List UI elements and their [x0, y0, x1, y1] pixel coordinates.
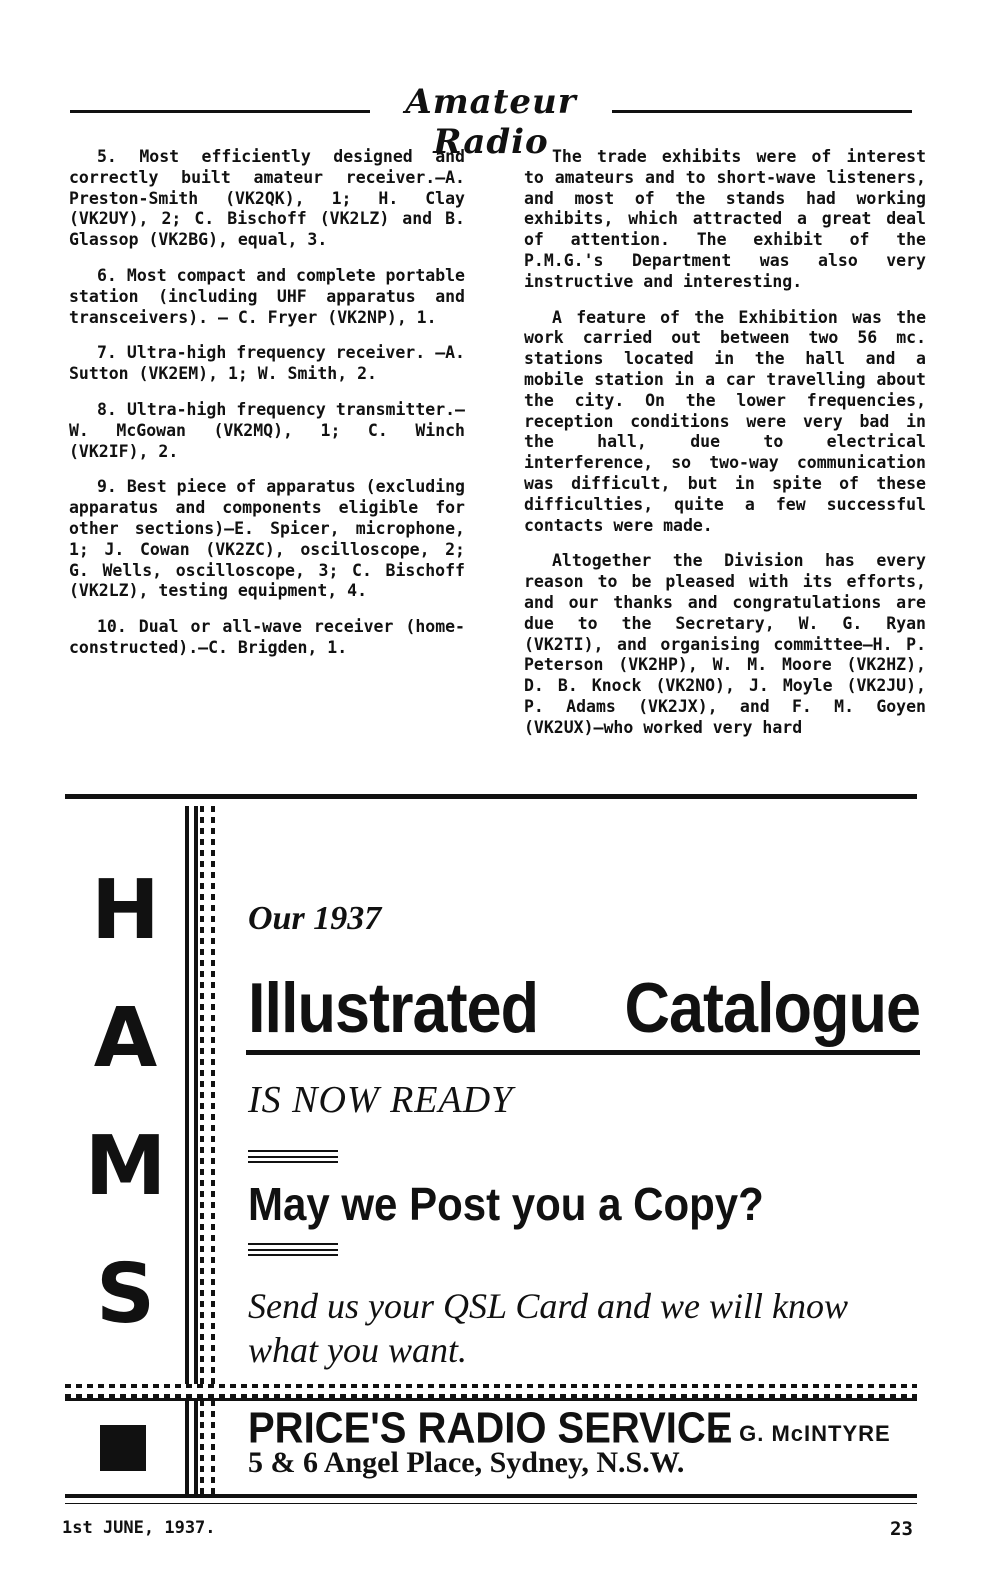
triple-rule	[248, 1150, 338, 1163]
paragraph: 7. Ultra-high frequency receiver. —A. Sutton (VK2EM), 1; W. Smith, 2.	[69, 343, 465, 384]
headline-underline	[246, 1050, 920, 1055]
headline-word: Catalogue	[624, 969, 920, 1048]
square-ornament-icon	[100, 1425, 146, 1471]
ad-send-line: Send us your QSL Card and we will know	[248, 1286, 849, 1326]
masthead-rule-left	[70, 110, 370, 113]
masthead	[70, 80, 912, 162]
side-letter: A	[93, 991, 158, 1086]
paragraph: A feature of the Exhibition was the work carried out between two 56 mc. stations located in the hall and a mobile station in a car travelling about the city. On the lower frequencies, reception conditions were very bad in the hall, due to electrical interference, so two-way communication was difficult, but in spite of these difficulties, quite a few successful contacts were made.	[524, 307, 926, 535]
ad-address: 5 & 6 Angel Place, Sydney, N.S.W.	[248, 1446, 685, 1479]
paragraph: 10. Dual or all-wave receiver (home-constructed).—C. Brigden, 1.	[69, 617, 465, 657]
article-column-left	[69, 147, 465, 674]
paragraph: 9. Best piece of apparatus (excluding apparatus and components eligible for other sections)—E. Spicer, microphone, 1; J. Cowan (VK2ZC), oscilloscope, 2; G. Wells, oscilloscope, 3; C. Bischoff (VK2LZ), testing equipment, 4.	[69, 477, 465, 601]
ad-proprietor: D. G. McINTYRE	[708, 1421, 891, 1446]
ad-bottom-rule-thin	[65, 1503, 917, 1504]
paragraph: The trade exhibits were of interest to amateurs and to short-wave listeners, and most of the stands had working exhibits, which attracted a great deal of attention. The exhibit of the P.M.G.'s Department was also very instructive and interesting.	[524, 147, 926, 291]
article-column-right	[524, 147, 926, 754]
ad-send-line: what you want.	[248, 1330, 468, 1370]
triple-rule	[248, 1243, 338, 1256]
ad-bottom-rule	[65, 1494, 917, 1498]
side-letter: S	[95, 1247, 156, 1342]
hams-side-letters	[78, 863, 173, 1382]
paragraph: 6. Most compact and complete portable station (including UHF apparatus and transceivers). — C. Fryer (VK2NP), 1.	[69, 265, 465, 327]
footer-date: 1st JUNE, 1937.	[62, 1518, 216, 1538]
side-letter: H	[91, 863, 160, 958]
ad-company-name: PRICE'S RADIO SERVICE	[248, 1404, 733, 1453]
horizontal-rule	[65, 1398, 917, 1401]
ad-catalogue-headline	[248, 968, 920, 1049]
ad-ready-line: IS NOW READY	[248, 1079, 514, 1121]
page-number: 23	[890, 1518, 913, 1540]
ad-top-rule	[65, 794, 917, 799]
checker-border-inner	[65, 1388, 917, 1394]
paragraph: 8. Ultra-high frequency transmitter.—W. McGowan (VK2MQ), 1; C. Winch (VK2IF), 2.	[69, 399, 465, 461]
paragraph: Altogether the Division has every reason to be pleased with its efforts, and our thanks and congratulations are due to the Secretary, W. G. Ryan (VK2TI), and organising committee—H. P. Peterson (VK2HP), W. M. Moore (VK2HZ), D. B. Knock (VK2NO), J. Moyle (VK2JU), P. Adams (VK2JX), and F. M. Goyen (VK2UX)—who worked very hard	[524, 551, 926, 737]
ad-send-text	[248, 1284, 928, 1372]
masthead-rule-right	[612, 110, 912, 113]
masthead-title: Amateur Radio	[405, 82, 577, 162]
ad-year-line: Our 1937	[248, 900, 382, 937]
paragraph: 5. Most efficiently designed and correctly built amateur receiver.—A. Preston-Smith (VK2QK), 1; H. Clay (VK2UY), 2; C. Bischoff (VK2LZ) and B. Glassop (VK2BG), equal, 3.	[69, 147, 465, 250]
headline-word: Illustrated	[248, 969, 539, 1048]
side-letter: M	[84, 1119, 167, 1214]
ad-post-line: May we Post you a Copy?	[248, 1178, 764, 1230]
